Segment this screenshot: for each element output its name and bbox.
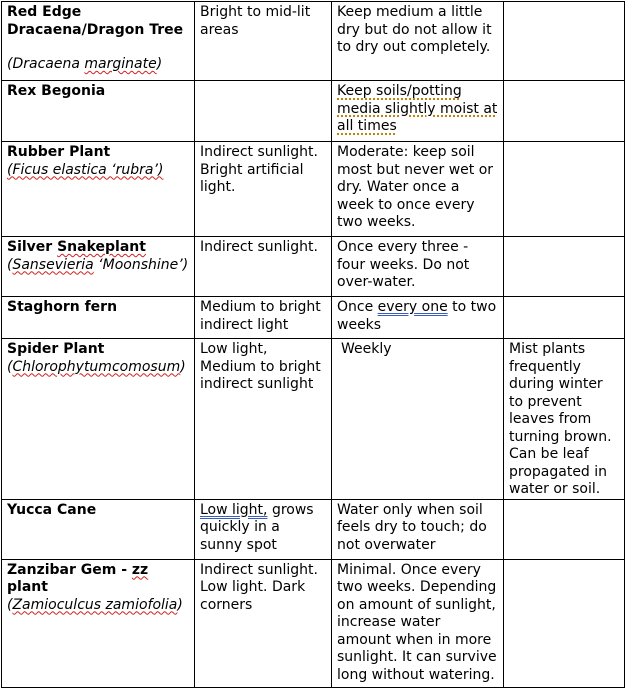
light-cell	[195, 81, 332, 142]
notes-cell	[504, 237, 625, 297]
spelling-flag: Snakeplant	[57, 239, 146, 255]
light-cell: Indirect sunlight.	[195, 237, 332, 297]
grammar-flag: Low light,	[200, 501, 268, 518]
plant-name: Rex Begonia	[7, 83, 106, 99]
plant-name: Yucca Cane	[7, 501, 97, 518]
spelling-flag: Sansevieria	[12, 256, 94, 273]
light-cell: Indirect sunlight. Bright artificial light.	[195, 142, 332, 237]
notes-cell	[504, 2, 625, 81]
notes-cell: Mist plants frequently during winter to prevent leaves from turning brown. Can be leaf propagated in water or soil.	[504, 339, 625, 500]
light-cell: Medium to bright indirect light	[195, 297, 332, 339]
spelling-flag: zz	[131, 561, 149, 578]
spelling-flag: Zamioculcus zamiofolia	[12, 596, 178, 613]
water-cell: Weekly	[332, 339, 504, 500]
grammar-flag: Keep soils/potting media slightly moist at all times	[337, 83, 498, 134]
light-cell: Low light, Medium to bright indirect sunlight	[195, 339, 332, 500]
plant-name-cell	[2, 81, 195, 142]
plant-name: Staghorn fern	[7, 299, 118, 315]
plant-name-cell	[2, 2, 195, 81]
notes-cell	[504, 559, 625, 687]
plant-name: Red Edge Dracaena/Dragon Tree	[7, 4, 184, 38]
water-cell: Minimal. Once every two weeks. Depending on amount of sunlight, increase water amount when in more sunlight. It can survive long without watering.	[332, 559, 504, 687]
grammar-flag: every one	[377, 299, 448, 315]
scientific-name: (Zamioculcus zamiofolia)	[7, 596, 183, 613]
table-row	[2, 499, 625, 559]
water-cell: Once every one to two weeks	[332, 297, 504, 339]
notes-cell	[504, 297, 625, 339]
plant-name: Spider Plant	[7, 341, 105, 357]
scientific-name: (Chlorophytumcomosum)	[7, 358, 186, 375]
plant-name-cell	[2, 142, 195, 237]
plant-name-cell	[2, 499, 195, 559]
water-cell: Moderate: keep soil most but never wet or dry. Water once a week to once every two weeks.	[332, 142, 504, 237]
table-row	[2, 237, 625, 297]
table-row	[2, 142, 625, 237]
water-cell: Keep medium a little dry but do not allow it to dry out completely.	[332, 2, 504, 81]
plant-name: Rubber Plant	[7, 144, 111, 160]
plant-name: Silver Snakeplant	[7, 239, 146, 255]
table-row	[2, 559, 625, 687]
plant-name-cell	[2, 237, 195, 297]
table-row	[2, 81, 625, 142]
plant-name-cell	[2, 297, 195, 339]
plant-name: Zanzibar Gem - zz plant	[7, 561, 149, 595]
table-row	[2, 2, 625, 81]
table-row	[2, 297, 625, 339]
light-cell: Bright to mid-lit areas	[195, 2, 332, 81]
scientific-name: (Sansevieria ‘Moonshine’)	[7, 256, 189, 273]
light-cell: Indirect sunlight. Low light. Dark corners	[195, 559, 332, 687]
table-row	[2, 339, 625, 500]
plant-name-cell	[2, 339, 195, 500]
water-cell	[332, 81, 504, 142]
light-cell: Low light, grows quickly in a sunny spot	[195, 499, 332, 559]
water-cell: Water only when soil feels dry to touch; do not overwater	[332, 499, 504, 559]
water-cell: Once every three - four weeks. Do not over-water.	[332, 237, 504, 297]
spelling-flag: marginate	[84, 56, 157, 72]
scientific-name: (Ficus elastica ‘rubra’)	[7, 161, 164, 178]
spelling-flag: Chlorophytumcomosum	[12, 358, 181, 375]
notes-cell	[504, 81, 625, 142]
plant-name-cell	[2, 559, 195, 687]
plant-care-table	[1, 1, 625, 688]
notes-cell	[504, 499, 625, 559]
notes-cell	[504, 142, 625, 237]
scientific-name: (Dracaena marginate)	[7, 56, 163, 72]
